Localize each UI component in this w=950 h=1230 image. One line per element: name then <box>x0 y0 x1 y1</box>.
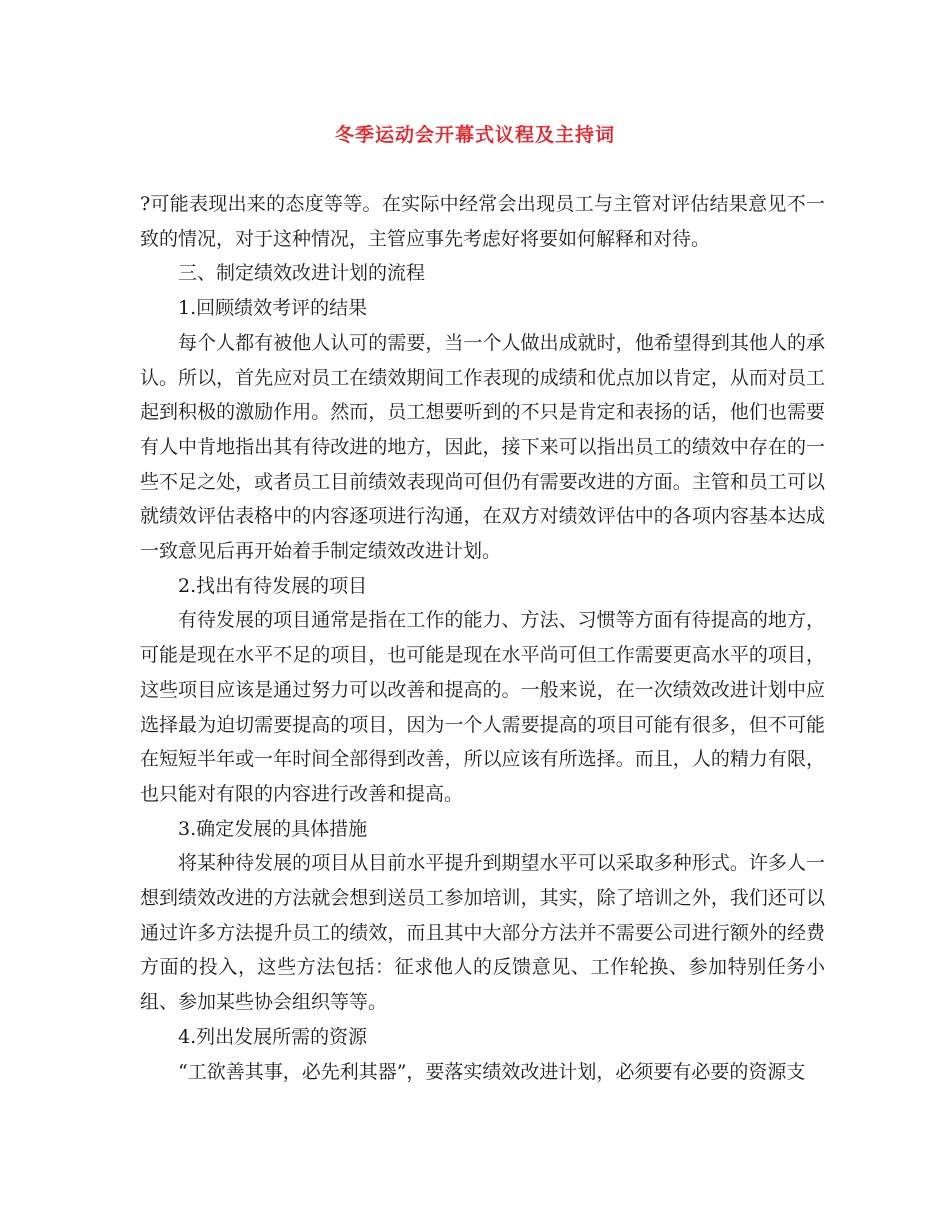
subheading-1: 1.回顾绩效考评的结果 <box>178 297 368 320</box>
paragraph-4: “工欲善其事，必先利其器”，要落实绩效改进计划，必须要有必要的资源支 <box>178 1060 806 1083</box>
paragraph-continuation: ?可能表现出来的态度等等。在实际中经常会出现员工与主管对评估结果意见不一致的情况，对于这种情况，主管应事先考虑好将要如何解释和对待。 <box>140 193 825 250</box>
paragraph-2: 有待发展的项目通常是指在工作的能力、方法、习惯等方面有待提高的地方，可能是现在水平不足的项目，也可能是现在水平尚可但工作需要更高水平的项目，这些项目应该是通过努力可以改善和提高的。一般来说，在一次绩效改进计划中应选择最为迫切需要提高的项目，因为一个人需要提高的项目可能有很多，但不可能在短短半年或一年时间全部得到改善，所以应该有所选择。而且，人的精力有限，也只能对有限的内容进行改善和提高。 <box>140 609 825 805</box>
subheading-4: 4.列出发展所需的资源 <box>178 1025 368 1048</box>
section-heading: 三、制定绩效改进计划的流程 <box>178 262 426 285</box>
subheading-3: 3.确定发展的具体措施 <box>178 817 368 840</box>
paragraph-3: 将某种待发展的项目从目前水平提升到期望水平可以采取多种形式。许多人一想到绩效改进的方法就会想到送员工参加培训，其实，除了培训之外，我们还可以通过许多方法提升员工的绩效，而且其中大部分方法并不需要公司进行额外的经费方面的投入，这些方法包括：征求他人的反馈意见、工作轮换、参加特别任务小组、参加某些协会组织等等。 <box>140 852 825 1014</box>
paragraph-1: 每个人都有被他人认可的需要，当一个人做出成就时，他希望得到其他人的承认。所以，首先应对员工在绩效期间工作表现的成绩和优点加以肯定，从而对员工起到积极的激励作用。然而，员工想要听到的不只是肯定和表扬的话，他们也需要有人中肯地指出其有待改进的地方，因此，接下来可以指出员工的绩效中存在的一些不足之处，或者员工目前绩效表现尚可但仍有需要改进的方面。主管和员工可以就绩效评估表格中的内容逐项进行沟通，在双方对绩效评估中的各项内容基本达成一致意见后再开始着手制定绩效改进计划。 <box>140 331 825 563</box>
document-title: 冬季运动会开幕式议程及主持词 <box>334 124 615 146</box>
subheading-2: 2.找出有待发展的项目 <box>178 574 368 597</box>
document-body <box>140 187 825 1089</box>
